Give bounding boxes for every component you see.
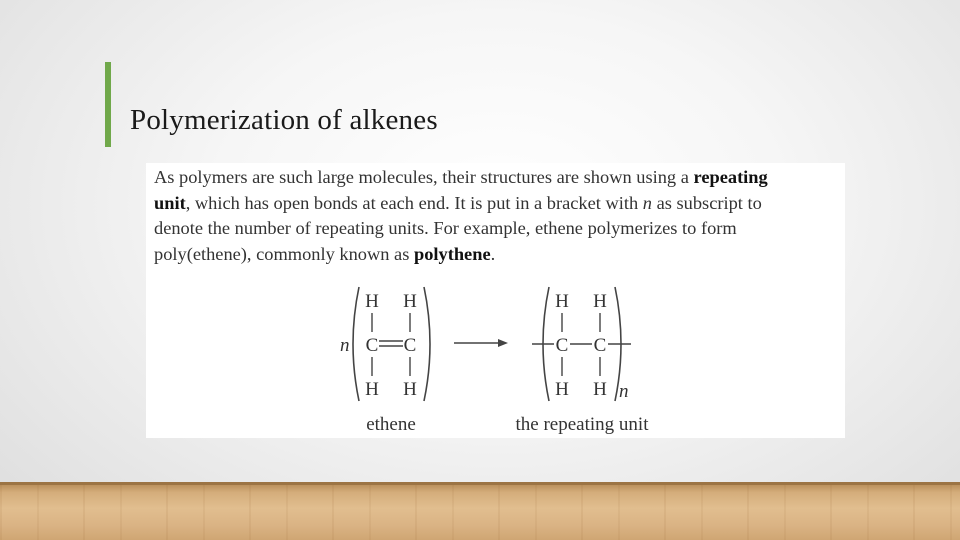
text-run: . — [490, 243, 496, 264]
atom-h-top-2: H — [403, 291, 417, 312]
text-run: , which has open bonds at each end. It is put in a bracket with — [185, 192, 643, 213]
atom-h-bottom-1: H — [365, 379, 379, 400]
wooden-floor-background — [0, 482, 960, 540]
ethene-structure — [340, 287, 430, 435]
atom-c-1: C — [365, 335, 379, 356]
polymerization-scheme — [146, 163, 845, 438]
atom-h-bottom-2: H — [403, 379, 417, 400]
textbook-excerpt-image — [146, 163, 845, 438]
atom-h-top-1: H — [555, 291, 569, 312]
text-run: denote the number of repeating units. For example, ethene polymerizes to form — [154, 218, 737, 238]
floor-edge — [0, 482, 960, 485]
repeating-unit-structure — [516, 287, 650, 435]
atom-h-top-2: H — [593, 291, 607, 312]
ethene-label: ethene — [366, 414, 416, 435]
text-run: as subscript to — [652, 192, 762, 213]
bold-term: repeating — [693, 167, 768, 187]
reactant-coefficient: n — [340, 335, 350, 356]
text-run: n — [642, 192, 652, 213]
atom-c-1: C — [555, 335, 569, 356]
atom-c-2: C — [403, 335, 417, 356]
text-run: poly(ethene), commonly known as — [154, 243, 414, 264]
title-accent-bar — [105, 62, 111, 147]
atom-c-2: C — [593, 335, 607, 356]
atom-h-bottom-1: H — [555, 379, 569, 400]
atom-h-bottom-2: H — [593, 379, 607, 400]
bold-term: polythene — [413, 243, 491, 264]
bold-term: unit — [154, 192, 186, 213]
right-bracket — [424, 287, 430, 401]
repeating-unit-label: the repeating unit — [515, 414, 649, 435]
slide-title: Polymerization of alkenes — [130, 104, 438, 136]
repeat-subscript-n: n — [619, 381, 629, 402]
atom-h-top-1: H — [365, 291, 379, 312]
left-bracket — [353, 287, 359, 401]
reaction-arrow-icon — [454, 339, 508, 347]
text-run: As polymers are such large molecules, their structures are shown using a — [154, 167, 694, 187]
